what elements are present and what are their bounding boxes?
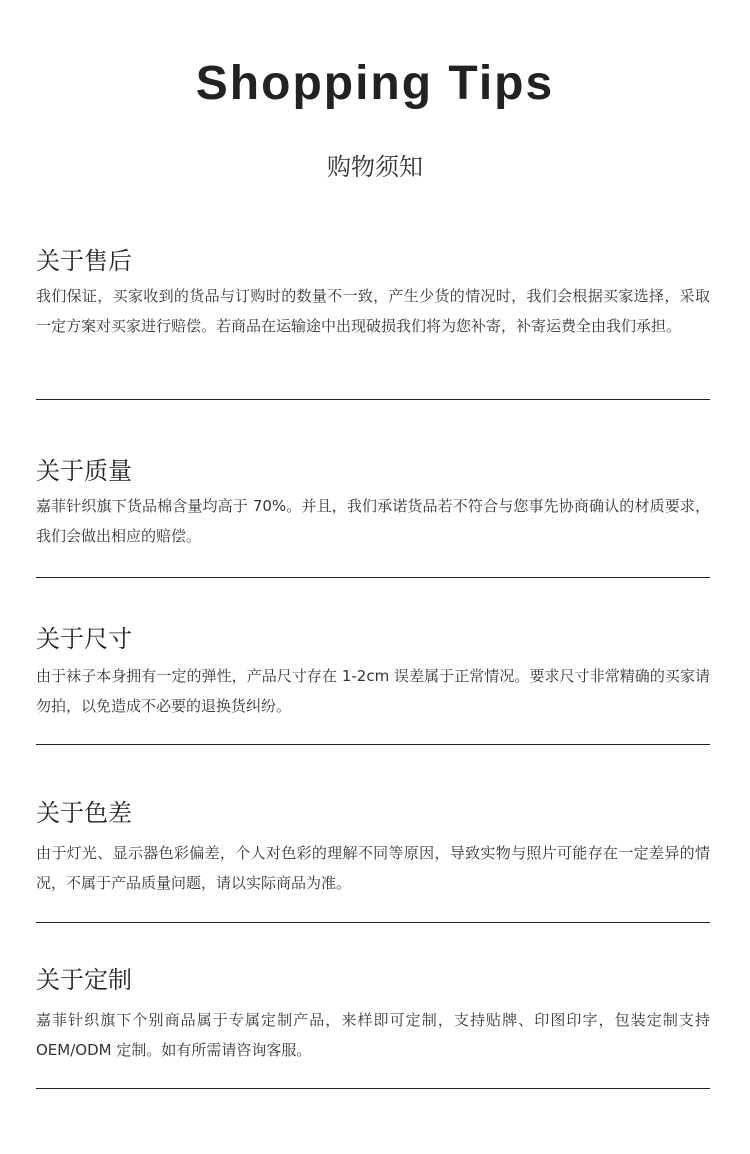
section-color-difference	[36, 796, 710, 898]
section-divider	[36, 744, 710, 745]
section-divider	[36, 399, 710, 400]
section-body: 由于袜子本身拥有一定的弹性，产品尺寸存在 1-2cm 误差属于正常情况。要求尺寸非常精确的买家请勿拍，以免造成不必要的退换货纠纷。	[36, 667, 710, 715]
section-divider	[36, 922, 710, 923]
section-body: 我们保证，买家收到的货品与订购时的数量不一致，产生少货的情况时，我们会根据买家选择，采取一定方案对买家进行赔偿。若商品在运输途中出现破损我们将为您补寄，补寄运费全由我们承担。	[36, 287, 710, 335]
page-subtitle: 购物须知	[327, 153, 423, 181]
page-title: Shopping Tips	[195, 57, 555, 110]
section-heading: 关于质量	[36, 457, 132, 485]
section-body: 嘉菲针织旗下货品棉含量均高于 70%。并且，我们承诺货品若不符合与您事先协商确认的材质要求，我们会做出相应的赔偿。	[36, 497, 710, 545]
section-heading: 关于色差	[36, 799, 132, 827]
section-body: 嘉菲针织旗下个别商品属于专属定制产品，来样即可定制，支持贴牌、印图印字，包装定制支持 OEM/ODM 定制。如有所需请咨询客服。	[36, 1011, 710, 1059]
section-after-sales	[36, 244, 710, 341]
section-divider	[36, 577, 710, 578]
section-quality	[36, 454, 710, 551]
section-heading: 关于尺寸	[36, 625, 132, 653]
section-size	[36, 622, 710, 721]
section-body: 由于灯光、显示器色彩偏差，个人对色彩的理解不同等原因，导致实物与照片可能存在一定差异的情况，不属于产品质量问题，请以实际商品为准。	[36, 844, 710, 892]
section-divider	[36, 1088, 710, 1089]
section-heading: 关于定制	[36, 966, 132, 994]
section-customization	[36, 963, 710, 1065]
section-heading: 关于售后	[36, 247, 132, 275]
